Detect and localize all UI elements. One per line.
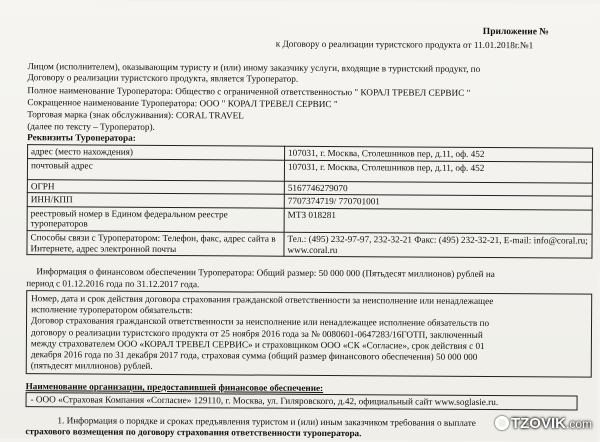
insurance-line-5: между страхователем ООО «КОРАЛ ТРЕВЕЛ СЕРВИС» и страховщиком ООО «СК «Согласие», срок действия с 01	[30, 338, 485, 351]
insurer-box	[26, 392, 578, 410]
table-cell-label: почтовый адрес	[27, 158, 284, 181]
requisites-table	[26, 144, 593, 259]
operator-trademark: Торговая марка (знак обслуживания): CORAL TRAVEL	[27, 109, 244, 121]
watermark-logo	[495, 415, 592, 432]
table-cell-value: 5167746279070	[284, 181, 592, 196]
table-cell-value: 107031, г. Москва, Столешников пер, д.11, оф. 452	[284, 160, 592, 183]
insurer-heading: Наименование организации, предоставившей финансовое обеспечение:	[25, 381, 324, 393]
insurer-value: - ООО «Страховая Компания «Согласие» 129110, г. Москва, ул. Гиляровского, д.42, официальный сайт www.soglasie.ru.	[30, 394, 499, 408]
insurance-line-3: Договор страхования гражданской ответственности за неисполнение или ненадлежащее исполнение обязательств по	[31, 315, 490, 329]
table-cell-label: реестровый номер в Едином федеральном реестре туроператоров	[27, 206, 284, 232]
table-cell-label: ИНН/КПП	[27, 193, 284, 208]
operator-short-name: Сокращенное наименование Туроператора: ООО " КОРАЛ ТРЕВЕЛ СЕРВИС "	[27, 97, 338, 110]
insurance-line-2: исполнение туроператором обязательств:	[31, 304, 193, 316]
financial-line-2: период с 01.12.2016 года по 31.12.2017 года.	[26, 278, 200, 290]
table-cell-label: Способы связи с Туроператором: Телефон, факс, адрес сайта в Интернете, адрес электронной почты	[27, 231, 284, 257]
table-cell-value: 107031, г. Москва, Столешников пер, д.11, оф. 452	[285, 146, 593, 161]
intro-line-1: Лицом (исполнителем), оказывающим туристу и (или) иному заказчику услуги, входящие в туристский продукт, по	[27, 61, 481, 74]
appendix-title: Приложение №	[482, 26, 549, 38]
insurance-line-7: (пятьдесят миллионов) рублей.	[30, 360, 153, 372]
table-cell-label: ОГРН	[27, 179, 284, 194]
watermark-brand: TZOVIK	[510, 415, 566, 432]
insurance-contract-box	[26, 290, 593, 377]
financial-line-1: Информация о финансовом обеспечении Туроператора: Общий размер: 50 000 000 (Пятьдесят миллионов) рублей на	[36, 266, 495, 280]
item-1-line-1: 1. Информация о порядке и сроках предъявления туристом и (или) иным заказчиком требования о выплате	[57, 415, 476, 428]
watermark-circle-icon	[495, 416, 509, 430]
insurance-line-4: договору о реализации туристского продукта от 25 ноября 2016 года за № 0080601-0647283/16ГОТП, заключенный	[30, 326, 483, 340]
table-cell-label: адрес (место нахождения)	[28, 145, 285, 160]
insurance-line-1: Номер, дата и срок действия договора страхования гражданской ответственности за неисполнение или ненадлежащее	[31, 293, 494, 307]
table-cell-value: Тел.: (495) 232-97-97, 232-32-21 Факс: (495) 232-32-21, E-mail: info@coral.ru; www.coral.ru	[284, 232, 592, 258]
intro-line-2: Договору о реализации туристского продукта, является Туроператор.	[27, 72, 299, 84]
operator-full-name: Полное наименование Туроператора: Общество с ограниченной ответственностью " КОРАЛ ТРЕВЕЛ СЕРВИС "	[27, 85, 471, 98]
insurance-line-6: декабря 2016 года по 31 декабря 2017 года, страховая сумма (общий размер финансового обеспечения) 50 000 000	[30, 349, 478, 362]
watermark-domain: .com	[565, 417, 592, 431]
table-row	[27, 206, 592, 234]
table-cell-value: МТЗ 018281	[284, 208, 592, 234]
hereinafter-note: (далее по тексту – Туроператор).	[27, 121, 155, 132]
table-cell-value: 7707374719/ 770701001	[284, 194, 592, 209]
table-row	[27, 231, 592, 259]
requisites-heading: Реквизиты Туроператора:	[27, 132, 136, 143]
item-1-line-2: страхового возмещения по договору страхования ответственности туроператора.	[25, 426, 362, 439]
contract-reference: к Договору о реализации туристского продукта от 11.01.2018г.№1	[275, 38, 534, 51]
